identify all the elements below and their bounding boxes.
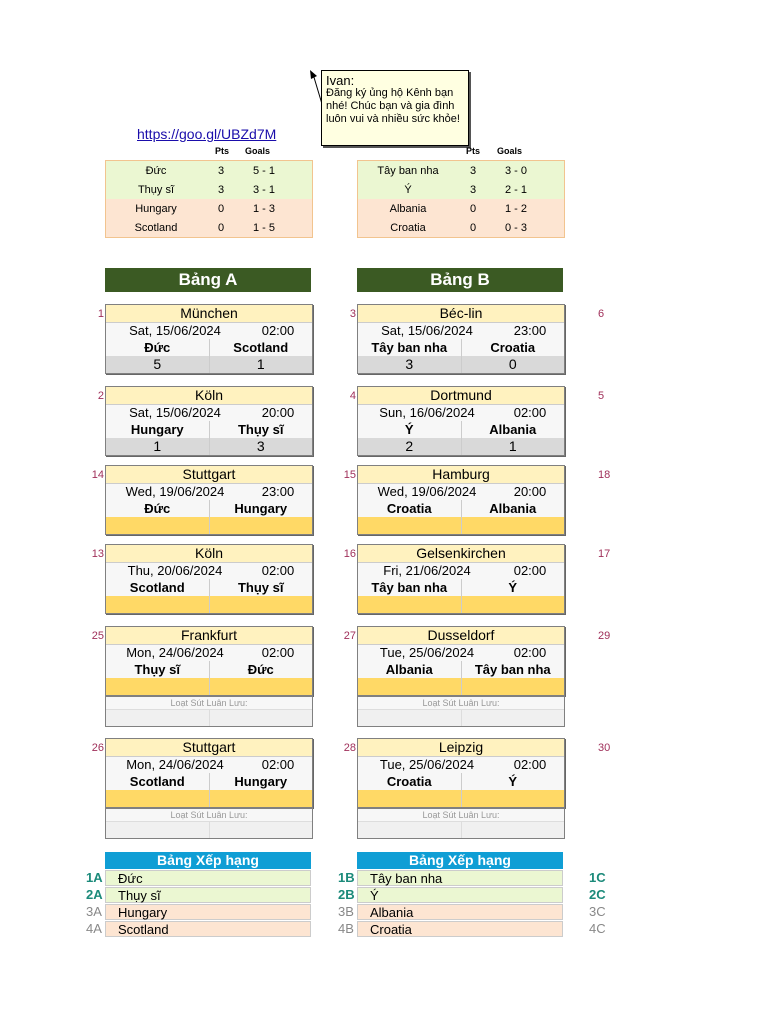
shootout-scores[interactable] — [106, 822, 312, 838]
home-score[interactable] — [106, 790, 209, 807]
away-team: Croatia — [461, 339, 565, 356]
match-card[interactable] — [357, 738, 565, 808]
away-score[interactable] — [209, 517, 313, 534]
away-team: Tây ban nha — [461, 661, 565, 678]
home-score[interactable]: 5 — [153, 356, 162, 372]
match-teams — [358, 579, 564, 596]
standings-rank: 1A — [86, 870, 103, 885]
away-score[interactable] — [461, 790, 565, 807]
match-datetime — [358, 757, 564, 773]
group-a-header: Bảng A — [105, 268, 311, 292]
summary-row — [358, 199, 564, 218]
match-venue: Stuttgart — [106, 466, 312, 484]
penalty-shootout[interactable] — [105, 808, 313, 839]
summary-goals: 2 - 1 — [504, 183, 527, 196]
match-time: 02:00 — [513, 563, 547, 578]
match-date: Sat, 15/06/2024 — [129, 405, 221, 420]
match-time: 02:00 — [261, 323, 295, 338]
home-team: Croatia — [386, 774, 432, 789]
match-time: 02:00 — [261, 645, 295, 660]
match-score[interactable] — [358, 438, 564, 455]
match-number: 14 — [91, 469, 104, 481]
home-team: Ý — [404, 422, 414, 437]
away-team: Thụy sĩ — [209, 579, 313, 596]
match-number-right: 30 — [598, 742, 611, 754]
shootout-scores[interactable] — [358, 822, 564, 838]
match-venue: Köln — [106, 545, 312, 563]
match-number: 27 — [343, 630, 356, 642]
summary-pts: 3 — [469, 183, 477, 196]
home-score[interactable] — [358, 678, 461, 695]
match-number-right: 29 — [598, 630, 611, 642]
match-date: Tue, 25/06/2024 — [379, 757, 475, 772]
channel-link[interactable]: https://goo.gl/UBZd7M — [137, 126, 277, 142]
goals-header-b: Goals — [497, 146, 523, 156]
pts-header-b: Pts — [466, 146, 481, 156]
home-team: Albania — [385, 662, 433, 677]
summary-row — [106, 180, 312, 199]
away-shootout[interactable] — [209, 822, 313, 838]
summary-team: Albania — [389, 202, 427, 215]
home-score[interactable] — [106, 678, 209, 695]
match-time: 02:00 — [513, 405, 547, 420]
standings-row: Croatia — [357, 921, 563, 937]
home-team: Thụy sĩ — [134, 662, 180, 677]
match-date: Wed, 19/06/2024 — [377, 484, 477, 499]
standings-rank-right: 4C — [589, 921, 606, 936]
match-date: Mon, 24/06/2024 — [126, 645, 224, 660]
match-number: 2 — [97, 390, 104, 402]
standings-row: Ý — [357, 887, 563, 903]
shootout-scores[interactable] — [358, 710, 564, 726]
match-score[interactable] — [358, 517, 564, 534]
home-shootout[interactable] — [106, 710, 209, 726]
match-score[interactable] — [106, 790, 312, 807]
standings-rank: 2B — [338, 887, 355, 902]
match-number-right: 17 — [598, 548, 611, 560]
standings-rank-right: 1C — [589, 870, 606, 885]
comment-text: Đăng ký ủng hộ Kênh bạn nhé! Chúc bạn và gia đình luôn vui và nhiều sức khỏe! — [326, 87, 460, 125]
summary-pts: 3 — [217, 183, 225, 196]
match-score[interactable] — [358, 678, 564, 695]
match-date: Wed, 19/06/2024 — [125, 484, 225, 499]
away-score[interactable] — [461, 678, 565, 695]
shootout-label: Loạt Sút Luân Lưu: — [358, 697, 564, 710]
summary-goals: 1 - 2 — [504, 202, 527, 215]
penalty-shootout[interactable] — [357, 696, 565, 727]
match-teams — [358, 339, 564, 356]
cell-comment[interactable] — [321, 70, 469, 146]
match-time: 23:00 — [261, 484, 295, 499]
home-shootout[interactable] — [358, 822, 461, 838]
match-score[interactable] — [106, 596, 312, 613]
match-datetime — [106, 323, 312, 339]
standings-rank-right: 3C — [589, 904, 606, 919]
match-teams — [358, 773, 564, 790]
home-team: Croatia — [386, 501, 432, 516]
match-card[interactable] — [105, 738, 313, 808]
match-venue: Dortmund — [358, 387, 564, 405]
standings-row: Hungary — [105, 904, 311, 920]
match-date: Sun, 16/06/2024 — [379, 405, 475, 420]
match-date: Sat, 15/06/2024 — [129, 323, 221, 338]
match-datetime — [106, 563, 312, 579]
match-teams — [106, 500, 312, 517]
home-team: Hungary — [130, 422, 184, 437]
summary-pts: 0 — [469, 221, 477, 234]
summary-row — [106, 199, 312, 218]
summary-row — [358, 180, 564, 199]
match-datetime — [358, 645, 564, 661]
match-teams — [106, 421, 312, 438]
home-score[interactable] — [358, 790, 461, 807]
match-datetime — [106, 645, 312, 661]
match-score[interactable] — [106, 678, 312, 695]
standings-rank: 2A — [86, 887, 103, 902]
match-teams — [106, 339, 312, 356]
away-score[interactable]: 1 — [461, 438, 565, 455]
away-team: Hungary — [209, 500, 313, 517]
home-shootout[interactable] — [106, 822, 209, 838]
summary-team: Thụy sĩ — [137, 183, 175, 196]
match-score[interactable] — [358, 790, 564, 807]
summary-pts: 3 — [217, 164, 225, 177]
summary-goals: 5 - 1 — [252, 164, 275, 177]
match-number: 15 — [343, 469, 356, 481]
match-number: 3 — [349, 308, 356, 320]
summary-team: Tây ban nha — [377, 164, 439, 177]
away-score[interactable]: 1 — [209, 356, 313, 373]
home-score[interactable]: 1 — [153, 438, 162, 454]
match-teams — [106, 661, 312, 678]
match-card[interactable] — [105, 304, 313, 374]
match-datetime — [106, 405, 312, 421]
summary-team: Croatia — [390, 221, 426, 234]
summary-team: Ý — [404, 183, 412, 196]
home-score[interactable] — [106, 596, 209, 613]
away-score[interactable] — [209, 790, 313, 807]
away-shootout[interactable] — [461, 822, 565, 838]
summary-table-b — [357, 160, 565, 238]
match-card[interactable] — [105, 386, 313, 456]
summary-table-a — [105, 160, 313, 238]
summary-pts: 0 — [217, 202, 225, 215]
group-b-header: Bảng B — [357, 268, 563, 292]
home-score[interactable] — [106, 517, 209, 534]
summary-pts: 0 — [469, 202, 477, 215]
away-team: Albania — [461, 500, 565, 517]
match-date: Mon, 24/06/2024 — [126, 757, 224, 772]
away-score[interactable] — [461, 517, 565, 534]
home-team: Tây ban nha — [371, 580, 448, 595]
standings-rank-right: 2C — [589, 887, 606, 902]
match-teams — [106, 579, 312, 596]
match-teams — [106, 773, 312, 790]
shootout-label: Loạt Sút Luân Lưu: — [358, 809, 564, 822]
match-card[interactable] — [357, 386, 565, 456]
pts-header-a: Pts — [215, 146, 230, 156]
match-time: 23:00 — [513, 323, 547, 338]
match-venue: Dusseldorf — [358, 627, 564, 645]
match-venue: Köln — [106, 387, 312, 405]
goals-header-a: Goals — [245, 146, 271, 156]
match-number: 13 — [91, 548, 104, 560]
match-card[interactable] — [105, 544, 313, 614]
match-card[interactable] — [357, 626, 565, 696]
match-datetime — [358, 405, 564, 421]
away-team: Albania — [461, 421, 565, 438]
away-shootout[interactable] — [461, 710, 565, 726]
match-venue: Gelsenkirchen — [358, 545, 564, 563]
match-venue: München — [106, 305, 312, 323]
comment-author: Ivan: — [326, 73, 355, 88]
summary-team: Scotland — [134, 221, 178, 234]
standings-rank: 3B — [338, 904, 354, 919]
home-score[interactable] — [358, 596, 461, 613]
away-team: Scotland — [209, 339, 313, 356]
standings-rank: 4A — [86, 921, 102, 936]
standings-row: Scotland — [105, 921, 311, 937]
match-number: 28 — [343, 742, 356, 754]
match-number: 25 — [91, 630, 104, 642]
match-time: 02:00 — [513, 645, 547, 660]
standings-row: Tây ban nha — [357, 870, 563, 886]
standings-header-b: Bảng Xếp hạng — [357, 852, 563, 869]
penalty-shootout[interactable] — [105, 696, 313, 727]
match-score[interactable] — [106, 356, 312, 373]
standings-row: Albania — [357, 904, 563, 920]
match-score[interactable] — [358, 356, 564, 373]
away-score[interactable]: 3 — [209, 438, 313, 455]
standings-rank: 4B — [338, 921, 354, 936]
match-date: Fri, 21/06/2024 — [383, 563, 471, 578]
match-datetime — [106, 484, 312, 500]
home-team: Scotland — [129, 580, 185, 595]
match-teams — [358, 500, 564, 517]
match-score[interactable] — [358, 596, 564, 613]
summary-goals: 1 - 3 — [252, 202, 275, 215]
home-team: Đức — [144, 501, 171, 516]
summary-row — [358, 161, 564, 180]
summary-row — [106, 218, 312, 237]
match-venue: Leipzig — [358, 739, 564, 757]
shootout-scores[interactable] — [106, 710, 312, 726]
match-card[interactable] — [357, 304, 565, 374]
shootout-label: Loạt Sút Luân Lưu: — [106, 697, 312, 710]
away-shootout[interactable] — [209, 710, 313, 726]
match-date: Tue, 25/06/2024 — [379, 645, 475, 660]
summary-goals: 3 - 1 — [252, 183, 275, 196]
summary-row — [358, 218, 564, 237]
match-teams — [358, 421, 564, 438]
shootout-label: Loạt Sút Luân Lưu: — [106, 809, 312, 822]
match-venue: Stuttgart — [106, 739, 312, 757]
match-number-right: 18 — [598, 469, 611, 481]
match-card[interactable] — [357, 465, 565, 535]
summary-goals: 3 - 0 — [504, 164, 527, 177]
match-time: 20:00 — [261, 405, 295, 420]
match-number: 16 — [343, 548, 356, 560]
match-card[interactable] — [105, 465, 313, 535]
summary-row — [106, 161, 312, 180]
home-team: Đức — [144, 340, 171, 355]
home-team: Tây ban nha — [371, 340, 448, 355]
away-team: Hungary — [209, 773, 313, 790]
summary-goals: 0 - 3 — [504, 221, 527, 234]
summary-team: Đức — [145, 164, 167, 177]
match-score[interactable] — [106, 517, 312, 534]
away-team: Đức — [209, 661, 313, 678]
match-datetime — [358, 563, 564, 579]
match-time: 02:00 — [261, 563, 295, 578]
match-datetime — [358, 484, 564, 500]
home-score[interactable] — [358, 517, 461, 534]
home-score[interactable]: 2 — [405, 438, 414, 454]
match-card[interactable] — [105, 626, 313, 696]
home-shootout[interactable] — [358, 710, 461, 726]
match-number: 4 — [349, 390, 356, 402]
summary-team: Hungary — [135, 202, 177, 215]
away-score[interactable] — [209, 678, 313, 695]
match-venue: Hamburg — [358, 466, 564, 484]
away-team: Ý — [461, 579, 565, 596]
match-teams — [358, 661, 564, 678]
standings-header-a: Bảng Xếp hạng — [105, 852, 311, 869]
match-time: 20:00 — [513, 484, 547, 499]
match-date: Thu, 20/06/2024 — [127, 563, 223, 578]
away-score[interactable]: 0 — [461, 356, 565, 373]
summary-pts: 0 — [217, 221, 225, 234]
home-score[interactable]: 3 — [405, 356, 414, 372]
away-team: Thụy sĩ — [209, 421, 313, 438]
match-datetime — [106, 757, 312, 773]
match-number-right: 6 — [598, 308, 605, 320]
match-card[interactable] — [357, 544, 565, 614]
match-venue: Béc-lin — [358, 305, 564, 323]
match-time: 02:00 — [513, 757, 547, 772]
summary-goals: 1 - 5 — [252, 221, 275, 234]
home-team: Scotland — [129, 774, 185, 789]
match-number-right: 5 — [598, 390, 605, 402]
match-date: Sat, 15/06/2024 — [381, 323, 473, 338]
standings-rank: 1B — [338, 870, 355, 885]
match-number: 1 — [97, 308, 104, 320]
standings-row: Thụy sĩ — [105, 887, 311, 903]
match-number: 26 — [91, 742, 104, 754]
match-datetime — [358, 323, 564, 339]
away-team: Ý — [461, 773, 565, 790]
match-time: 02:00 — [261, 757, 295, 772]
standings-row: Đức — [105, 870, 311, 886]
standings-rank: 3A — [86, 904, 102, 919]
match-venue: Frankfurt — [106, 627, 312, 645]
match-score[interactable] — [106, 438, 312, 455]
away-score[interactable] — [209, 596, 313, 613]
away-score[interactable] — [461, 596, 565, 613]
penalty-shootout[interactable] — [357, 808, 565, 839]
summary-pts: 3 — [469, 164, 477, 177]
